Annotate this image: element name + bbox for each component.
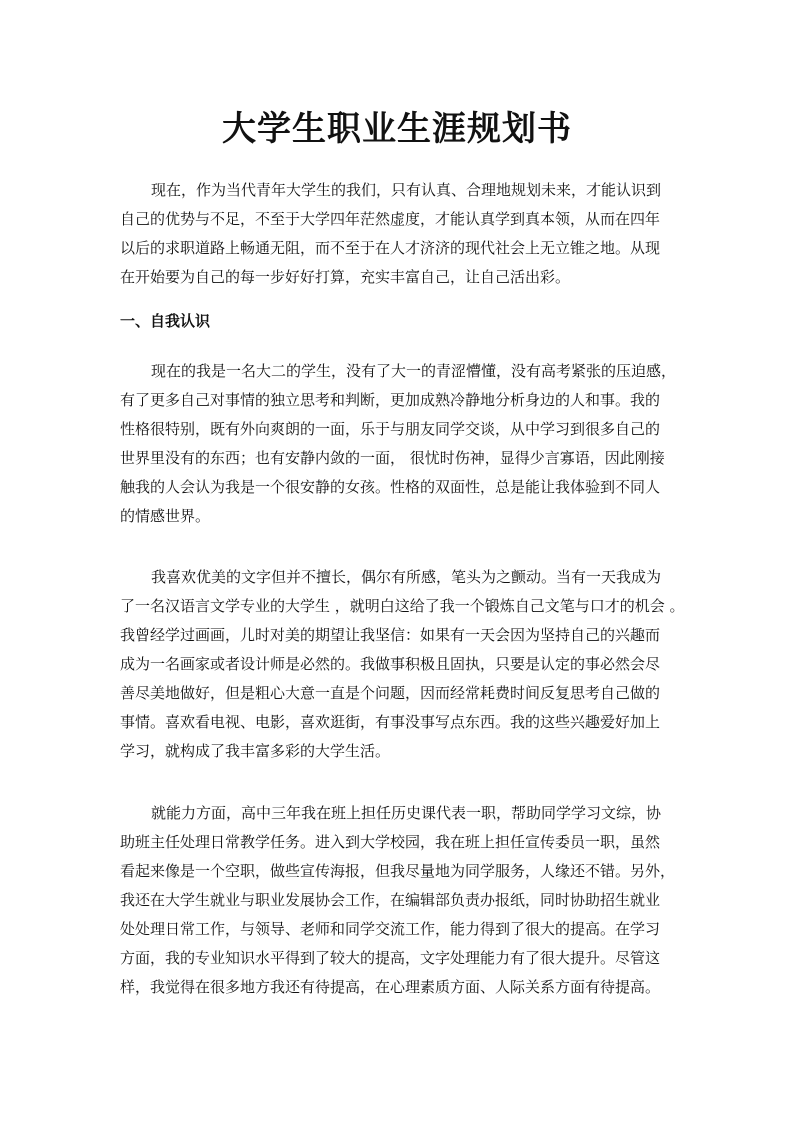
interests-paragraph [120,563,685,766]
section-heading: 一、自我认识 [120,312,211,330]
paragraph-line: 我还在大学生就业与职业发展协会工作，在编辑部负责办报纸，同时协助招生就业 [120,891,661,909]
abilities-paragraph [120,799,680,1002]
paragraph-line: 我曾经学过画画，儿时对美的期望让我坚信：如果有一天会因为坚持自己的兴趣而 [120,626,661,644]
paragraph-line: 事情。喜欢看电视、电影，喜欢逛街，有事没事写点东西。我的这些兴趣爱好加上 [120,713,661,731]
paragraph-line: 了一名汉语言文学专业的大学生 ，就明白这给了我一个锻炼自己文笔与口才的机会 。 [120,597,685,615]
paragraph-line: 现在的我是一名大二的学生，没有了大一的青涩懵懂，没有高考紧张的压迫感， [151,362,677,380]
paragraph-line: 触我的人会认为我是一个很安静的女孩。性格的双面性，总是能让我体验到不同人 [120,478,661,496]
document-title: 大学生职业生涯规划书 [222,109,572,149]
paragraph-line: 以后的求职道路上畅通无阻，而不至于在人才济济的现代社会上无立锥之地。从现 [120,239,661,257]
paragraph-line: 现在，作为当代青年大学生的我们，只有认真、合理地规划未来，才能认识到 [151,181,662,199]
intro-paragraph [120,176,680,292]
self-awareness-paragraph [120,357,680,531]
paragraph-line: 在开始要为自己的每一步好好打算，充实丰富自己，让自己活出彩。 [120,268,571,286]
paragraph-line: 成为一名画家或者设计师是必然的。我做事积极且固执，只要是认定的事必然会尽 [120,655,661,673]
paragraph-line: 自己的优势与不足，不至于大学四年茫然虚度，才能认真学到真本领，从而在四年 [120,210,661,228]
paragraph-line: 方面，我的专业知识水平得到了较大的提高，文字处理能力有了很大提升。尽管这 [120,949,661,967]
paragraph-line: 看起来像是一个空职，做些宣传海报，但我尽量地为同学服务，人缘还不错。另外， [120,862,676,880]
paragraph-line: 就能力方面，高中三年我在班上担任历史课代表一职，帮助同学学习文综，协 [151,804,662,822]
paragraph-line: 我喜欢优美的文字但并不擅长，偶尔有所感，笔头为之颤动。当有一天我成为 [151,568,662,586]
paragraph-line: 学习，就构成了我丰富多彩的大学生活。 [120,742,391,760]
paragraph-line: 性格很特别，既有外向爽朗的一面，乐于与朋友同学交谈，从中学习到很多自己的 [120,420,661,438]
paragraph-line: 样，我觉得在很多地方我还有待提高，在心理素质方面、人际关系方面有待提高。 [120,978,661,996]
paragraph-line: 助班主任处理日常教学任务。进入到大学校园，我在班上担任宣传委员一职，虽然 [120,833,661,851]
paragraph-line: 善尽美地做好，但是粗心大意一直是个问题，因而经常耗费时间反复思考自己做的 [120,684,661,702]
paragraph-line: 处处理日常工作，与领导、老师和同学交流工作，能力得到了很大的提高。在学习 [120,920,661,938]
paragraph-line: 的情感世界。 [120,507,211,525]
paragraph-line: 世界里没有的东西；也有安静内敛的一面， 很忧时伤神，显得少言寡语，因此刚接 [120,449,665,467]
paragraph-line: 有了更多自己对事情的独立思考和判断，更加成熟冷静地分析身边的人和事。我的 [120,391,661,409]
